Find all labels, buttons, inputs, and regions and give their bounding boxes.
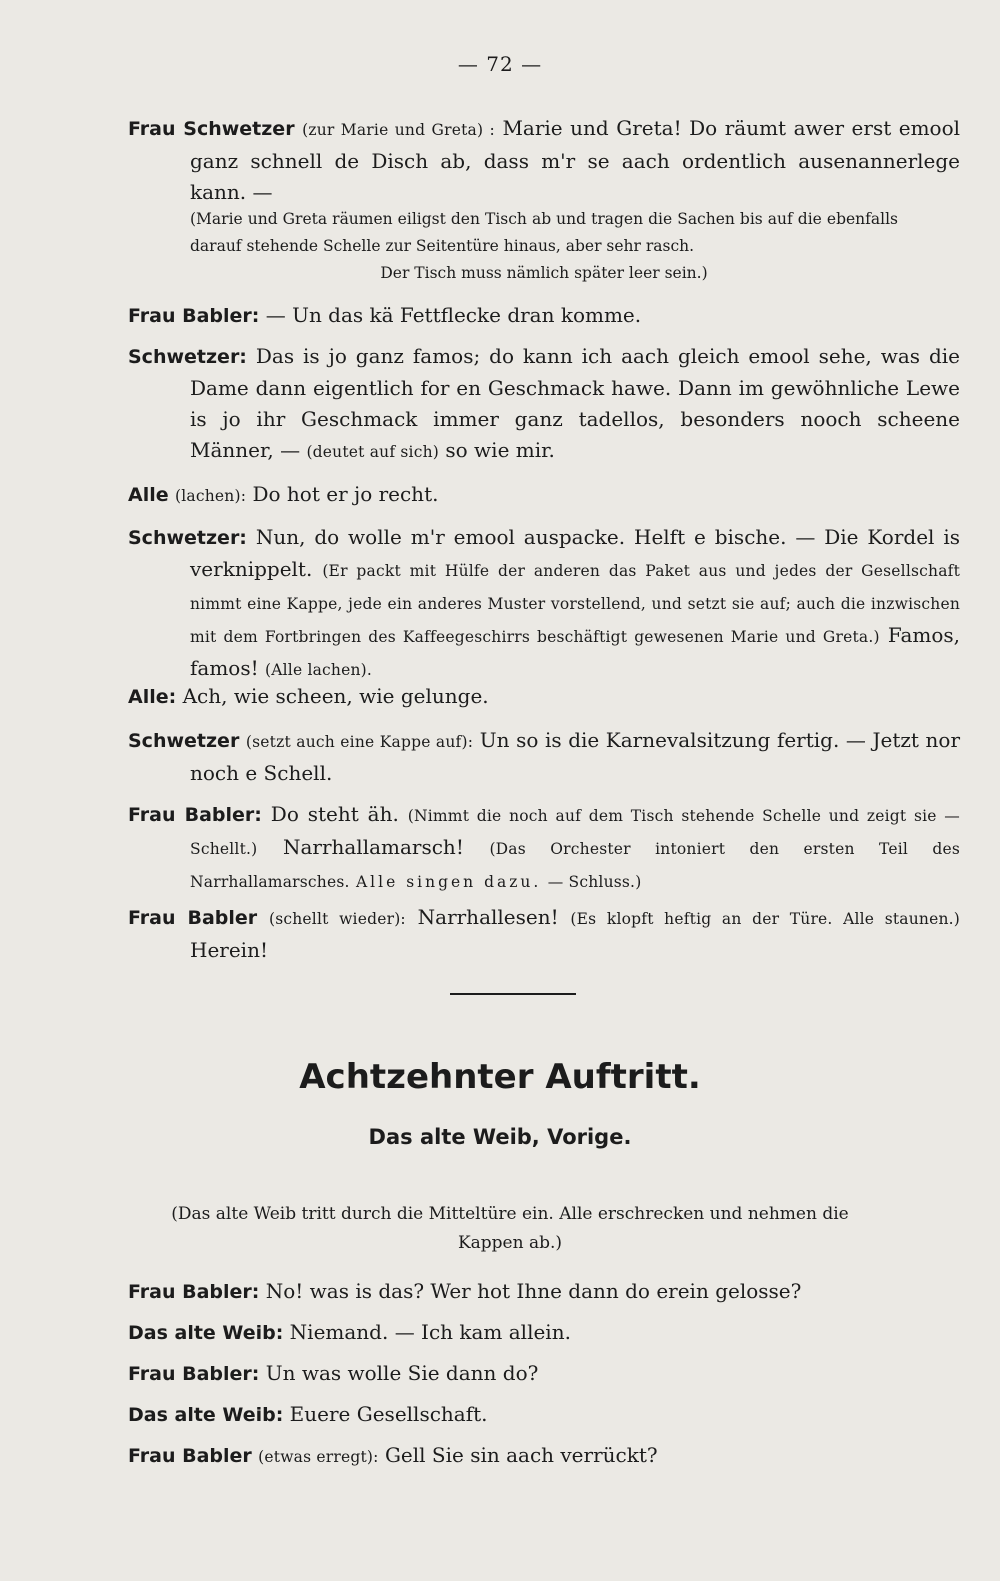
scene-subtitle: Das alte Weib, Vorige.	[368, 1125, 632, 1149]
speaker-label: Alle:	[128, 686, 177, 708]
dialogue-frau-babler	[128, 799, 960, 898]
stage-direction: (deutet auf sich)	[306, 443, 440, 461]
dialogue-text: Un so is die Karnevalsitzung fertig. — Jetzt nor noch e Schell.	[190, 728, 961, 785]
speaker-label: Frau Babler	[128, 907, 258, 929]
dialogue-text: Gell Sie sin aach verrückt?	[384, 1443, 658, 1467]
dialogue-schwetzer	[128, 341, 960, 468]
stage-direction-block	[190, 260, 898, 287]
dialogue-text: so wie mir.	[445, 438, 555, 462]
stage-direction: (setzt auch eine Kappe auf):	[245, 733, 474, 751]
dialogue-text: Herein!	[190, 938, 268, 962]
speaker-label: Frau Babler:	[128, 1363, 260, 1385]
stage-direction-block	[190, 206, 898, 260]
stage-direction: — Schluss.)	[547, 873, 642, 891]
speaker-label: Schwetzer:	[128, 527, 247, 549]
dialogue-schwetzer	[128, 522, 960, 686]
dialogue-frau-babler	[128, 300, 960, 332]
dialogue-text: Do steht äh.	[270, 802, 399, 826]
stage-direction: (Das Orchester intoniert den ersten Teil des Narrhallamarsches.	[190, 840, 960, 891]
dialogue-schwetzer	[128, 725, 960, 789]
scene-title: Achtzehnter Auftritt.	[299, 1057, 701, 1097]
speaker-label: Schwetzer	[128, 730, 240, 752]
dialogue-frau-babler	[128, 1440, 960, 1473]
dialogue-text: Nun, do wolle m'r emool auspacke. Helft e bische. — Die Kordel is verknippelt.	[190, 525, 960, 581]
page-number: — 72 —	[457, 52, 543, 76]
speaker-label: Alle	[128, 484, 169, 506]
stage-direction: (Er packt mit Hülfe der anderen das Paket aus und jedes der Gesellschaft nimmt eine Kappe, jede ein anderes Muster vorstellend, und setzt sie auf; auch die inzwischen mit dem Fortbringen des Kaffeegeschirrs beschäftigt gewesenen Marie und Greta.)	[190, 562, 960, 646]
dialogue-frau-babler	[128, 902, 960, 966]
speaker-label: Das alte Weib:	[128, 1404, 284, 1426]
scene-stage-direction: (Das alte Weib tritt durch die Mitteltüre ein. Alle erschrecken und nehmen die Kappen ab.)	[171, 1204, 849, 1253]
stage-direction: (Es klopft heftig an der Türe. Alle staunen.)	[570, 910, 961, 928]
speaker-label: Frau Babler:	[128, 804, 262, 826]
dialogue-text: Marie und Greta! Do räumt awer erst emool ganz schnell de Disch ab, dass m'r se aach ordentlich ausenannerlege kann. —	[190, 116, 961, 204]
dialogue-frau-schwetzer	[128, 113, 960, 208]
dialogue-altes-weib	[128, 1317, 960, 1349]
dialogue-frau-babler	[128, 1276, 960, 1308]
dialogue-alle	[128, 681, 960, 713]
stage-direction: Alle singen dazu.	[355, 873, 542, 891]
dialogue-text: Narrhallesen!	[417, 905, 559, 929]
dialogue-text: Das is jo ganz famos; do kann ich aach gleich emool sehe, was die Dame dann eigentlich for en Geschmack hawe. Dann im gewöhnliche Lewe is jo ihr Geschmack immer ganz tadellos, besonders nooch scheene Männer, —	[190, 344, 960, 462]
dialogue-text: Niemand. — Ich kam allein.	[289, 1320, 571, 1344]
dialogue-text: Narrhallamarsch!	[282, 835, 464, 859]
speaker-label: Frau Schwetzer	[128, 118, 295, 140]
dialogue-frau-babler	[128, 1358, 960, 1390]
dialogue-text: Ach, wie scheen, wie gelunge.	[182, 684, 489, 708]
stage-direction-text: (Marie und Greta räumen eiligst den Tisch ab und tragen die Sachen bis auf die ebenfalls darauf stehende Schelle zur Seitentüre hinaus, aber sehr rasch.	[190, 210, 898, 255]
stage-direction: (Alle lachen).	[265, 661, 373, 679]
dialogue-text: No! was is das? Wer hot Ihne dann do erein gelosse?	[265, 1279, 802, 1303]
stage-direction: (lachen):	[174, 487, 247, 505]
section-divider	[450, 993, 576, 995]
speaker-label: Frau Babler	[128, 1445, 252, 1467]
dialogue-text: — Un das kä Fettflecke dran komme.	[265, 303, 642, 327]
stage-direction: (Nimmt die noch auf dem Tisch stehende Schelle und zeigt sie — Schellt.)	[190, 807, 961, 858]
stage-direction: (etwas erregt):	[258, 1448, 379, 1466]
speaker-label: Frau Babler:	[128, 305, 260, 327]
speaker-label: Schwetzer:	[128, 346, 247, 368]
speaker-label: Frau Babler:	[128, 1281, 260, 1303]
stage-direction-text: Der Tisch muss nämlich später leer sein.)	[380, 264, 708, 282]
dialogue-alle	[128, 479, 960, 512]
dialogue-text: Euere Gesellschaft.	[289, 1402, 488, 1426]
stage-direction: (zur Marie und Greta) :	[302, 121, 495, 139]
speaker-label: Das alte Weib:	[128, 1322, 284, 1344]
dialogue-text: Un was wolle Sie dann do?	[265, 1361, 539, 1385]
stage-direction: (schellt wieder):	[268, 910, 406, 928]
dialogue-text: Famos, famos!	[190, 623, 960, 680]
dialogue-altes-weib	[128, 1399, 960, 1431]
dialogue-text: Do hot er jo recht.	[252, 482, 439, 506]
